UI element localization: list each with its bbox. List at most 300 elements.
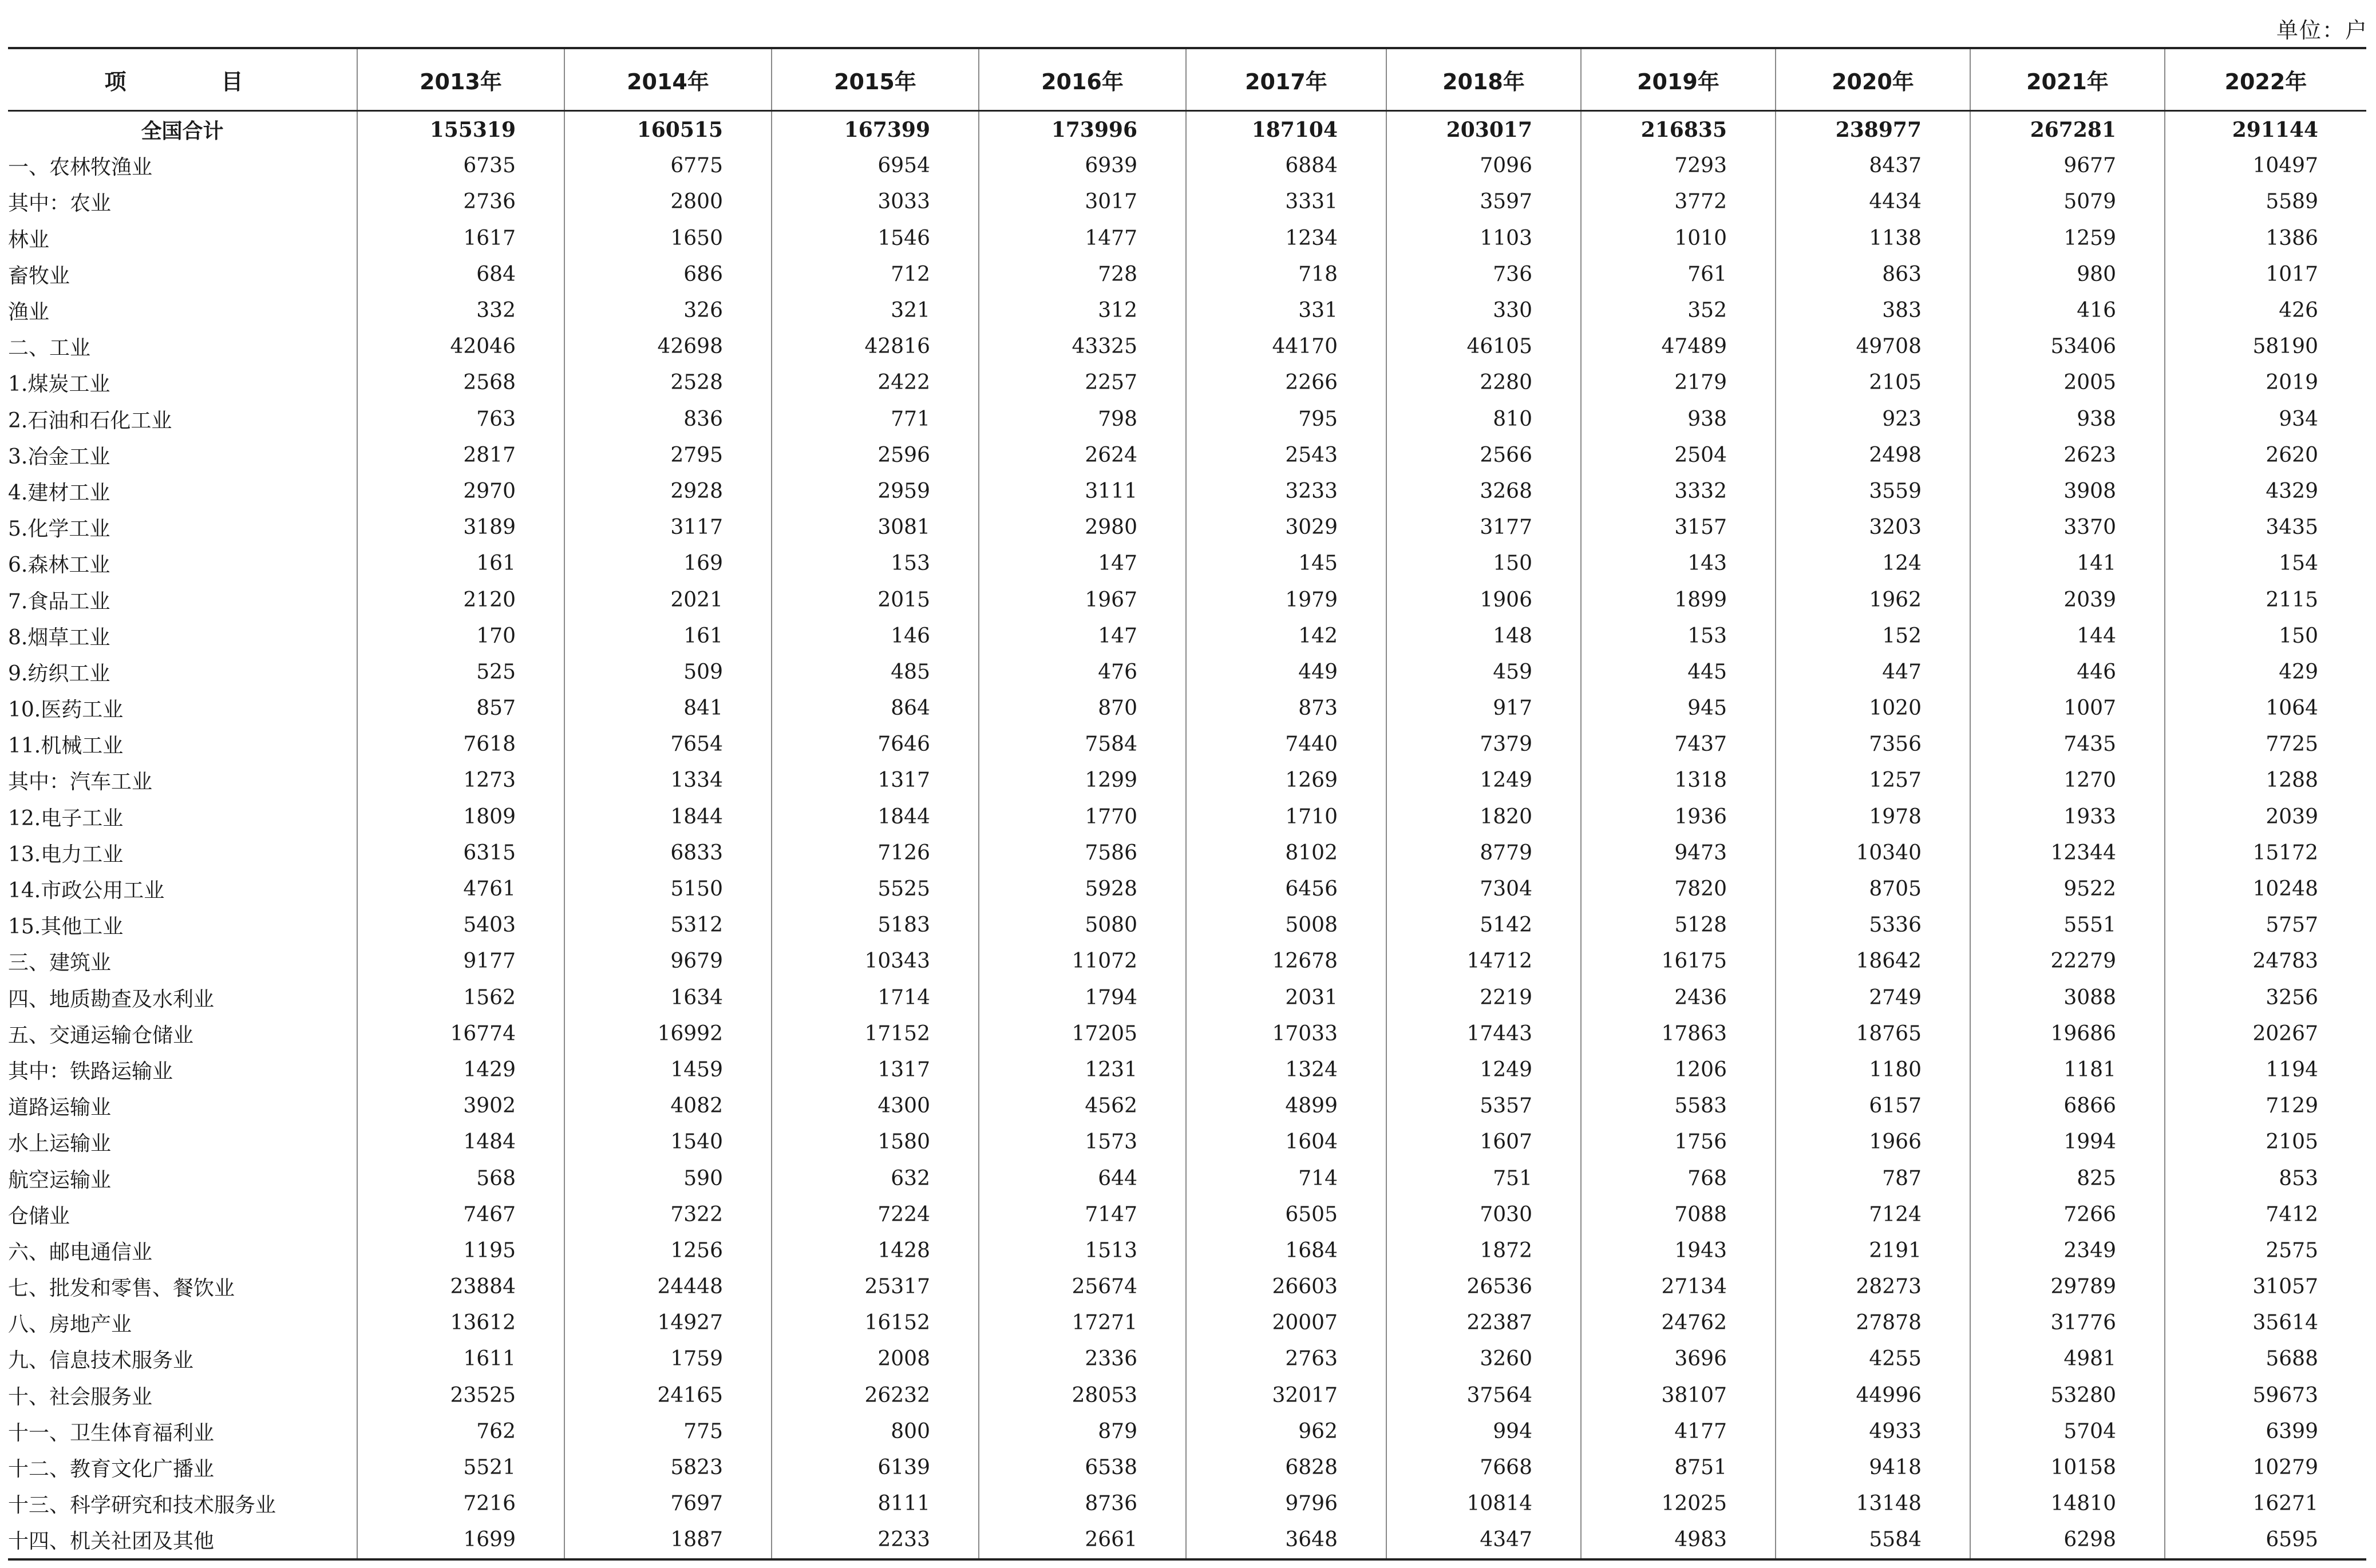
table-row bbox=[8, 907, 2366, 943]
row-label: 4.建材工业 bbox=[8, 481, 110, 505]
cell-value: 3648 bbox=[1186, 1522, 1386, 1559]
cell-value: 3203 bbox=[1776, 509, 1970, 545]
cell-value: 143 bbox=[1581, 545, 1776, 581]
row-label: 十二、教育文化广播业 bbox=[8, 1458, 215, 1482]
cell-value: 7379 bbox=[1386, 726, 1581, 762]
cell-value: 1477 bbox=[979, 220, 1186, 256]
cell-value: 7266 bbox=[1970, 1197, 2165, 1233]
table-row bbox=[8, 690, 2366, 726]
row-label: 林业 bbox=[8, 228, 50, 252]
cell-value: 147 bbox=[979, 545, 1186, 581]
cell-value: 9473 bbox=[1581, 835, 1776, 871]
cell-value: 5757 bbox=[2165, 907, 2366, 943]
cell-value: 7304 bbox=[1386, 871, 1581, 907]
cell-value: 684 bbox=[357, 256, 564, 292]
cell-value: 3256 bbox=[2165, 980, 2366, 1016]
cell-value: 1257 bbox=[1776, 762, 1970, 798]
cell-value: 2219 bbox=[1386, 980, 1581, 1016]
cell-value: 10814 bbox=[1386, 1486, 1581, 1522]
cell-value: 6298 bbox=[1970, 1522, 2165, 1559]
table-row bbox=[8, 1160, 2366, 1196]
cell-value: 7124 bbox=[1776, 1197, 1970, 1233]
cell-value: 5589 bbox=[2165, 184, 2366, 220]
cell-value: 6866 bbox=[1970, 1088, 2165, 1124]
cell-value: 459 bbox=[1386, 654, 1581, 690]
row-label: 一、农林牧渔业 bbox=[8, 156, 153, 180]
cell-value: 1181 bbox=[1970, 1052, 2165, 1088]
table-row bbox=[8, 1486, 2366, 1522]
cell-value: 2568 bbox=[357, 365, 564, 401]
cell-value: 4761 bbox=[357, 871, 564, 907]
cell-value: 7697 bbox=[564, 1486, 772, 1522]
table-row bbox=[8, 581, 2366, 617]
row-label: 二、工业 bbox=[8, 336, 91, 361]
cell-value: 5403 bbox=[357, 907, 564, 943]
cell-value: 2566 bbox=[1386, 437, 1581, 473]
table-row bbox=[8, 1124, 2366, 1160]
cell-value: 1334 bbox=[564, 762, 772, 798]
cell-value: 291144 bbox=[2165, 111, 2366, 148]
cell-value: 1634 bbox=[564, 980, 772, 1016]
cell-value: 3117 bbox=[564, 509, 772, 545]
row-label: 仓储业 bbox=[8, 1204, 70, 1228]
cell-value: 53280 bbox=[1970, 1377, 2165, 1413]
row-label: 3.冶金工业 bbox=[8, 445, 110, 469]
cell-value: 857 bbox=[357, 690, 564, 726]
cell-value: 23525 bbox=[357, 1377, 564, 1413]
header-item: 项 目 bbox=[8, 48, 357, 111]
cell-value: 5357 bbox=[1386, 1088, 1581, 1124]
cell-value: 6954 bbox=[772, 148, 979, 184]
table-row bbox=[8, 980, 2366, 1016]
cell-value: 5008 bbox=[1186, 907, 1386, 943]
cell-value: 7435 bbox=[1970, 726, 2165, 762]
cell-value: 1794 bbox=[979, 980, 1186, 1016]
table-row bbox=[8, 618, 2366, 654]
cell-value: 994 bbox=[1386, 1413, 1581, 1450]
cell-value: 2736 bbox=[357, 184, 564, 220]
table-body bbox=[8, 111, 2366, 1559]
cell-value: 5150 bbox=[564, 871, 772, 907]
cell-value: 7322 bbox=[564, 1197, 772, 1233]
cell-value: 1231 bbox=[979, 1052, 1186, 1088]
cell-value: 1459 bbox=[564, 1052, 772, 1088]
row-label: 四、地质勘查及水利业 bbox=[8, 987, 215, 1011]
cell-value: 24783 bbox=[2165, 943, 2366, 979]
cell-value: 2504 bbox=[1581, 437, 1776, 473]
cell-value: 3088 bbox=[1970, 980, 2165, 1016]
cell-value: 27878 bbox=[1776, 1305, 1970, 1341]
cell-value: 836 bbox=[564, 401, 772, 437]
cell-value: 352 bbox=[1581, 292, 1776, 328]
cell-value: 763 bbox=[357, 401, 564, 437]
row-label: 十三、科学研究和技术服务业 bbox=[8, 1494, 276, 1518]
cell-value: 768 bbox=[1581, 1160, 1776, 1196]
cell-value: 1966 bbox=[1776, 1124, 1970, 1160]
cell-value: 161 bbox=[564, 618, 772, 654]
cell-value: 5584 bbox=[1776, 1522, 1970, 1559]
cell-value: 4933 bbox=[1776, 1413, 1970, 1450]
cell-value: 1650 bbox=[564, 220, 772, 256]
cell-value: 31057 bbox=[2165, 1269, 2366, 1305]
cell-value: 2179 bbox=[1581, 365, 1776, 401]
table-row bbox=[8, 654, 2366, 690]
cell-value: 7440 bbox=[1186, 726, 1386, 762]
cell-value: 18642 bbox=[1776, 943, 1970, 979]
cell-value: 331 bbox=[1186, 292, 1386, 328]
cell-value: 1933 bbox=[1970, 799, 2165, 835]
cell-value: 25674 bbox=[979, 1269, 1186, 1305]
cell-value: 11072 bbox=[979, 943, 1186, 979]
cell-value: 187104 bbox=[1186, 111, 1386, 148]
cell-value: 1273 bbox=[357, 762, 564, 798]
cell-value: 1299 bbox=[979, 762, 1186, 798]
cell-value: 3268 bbox=[1386, 473, 1581, 509]
cell-value: 8111 bbox=[772, 1486, 979, 1522]
cell-value: 762 bbox=[357, 1413, 564, 1450]
cell-value: 2575 bbox=[2165, 1233, 2366, 1269]
cell-value: 24165 bbox=[564, 1377, 772, 1413]
cell-value: 38107 bbox=[1581, 1377, 1776, 1413]
cell-value: 3029 bbox=[1186, 509, 1386, 545]
cell-value: 873 bbox=[1186, 690, 1386, 726]
cell-value: 1269 bbox=[1186, 762, 1386, 798]
cell-value: 1611 bbox=[357, 1341, 564, 1377]
cell-value: 7412 bbox=[2165, 1197, 2366, 1233]
cell-value: 590 bbox=[564, 1160, 772, 1196]
cell-value: 962 bbox=[1186, 1413, 1386, 1450]
cell-value: 2039 bbox=[2165, 799, 2366, 835]
cell-value: 644 bbox=[979, 1160, 1186, 1196]
row-label: 14.市政公用工业 bbox=[8, 879, 165, 903]
total-row bbox=[8, 111, 2366, 148]
cell-value: 22387 bbox=[1386, 1305, 1581, 1341]
cell-value: 1756 bbox=[1581, 1124, 1776, 1160]
cell-value: 7088 bbox=[1581, 1197, 1776, 1233]
cell-value: 7584 bbox=[979, 726, 1186, 762]
cell-value: 155319 bbox=[357, 111, 564, 148]
cell-value: 1546 bbox=[772, 220, 979, 256]
row-label: 8.烟草工业 bbox=[8, 625, 110, 650]
cell-value: 870 bbox=[979, 690, 1186, 726]
cell-value: 152 bbox=[1776, 618, 1970, 654]
cell-value: 28053 bbox=[979, 1377, 1186, 1413]
cell-value: 416 bbox=[1970, 292, 2165, 328]
cell-value: 7586 bbox=[979, 835, 1186, 871]
cell-value: 3233 bbox=[1186, 473, 1386, 509]
row-label: 水上运输业 bbox=[8, 1132, 112, 1156]
cell-value: 47489 bbox=[1581, 328, 1776, 365]
cell-value: 5128 bbox=[1581, 907, 1776, 943]
cell-value: 3597 bbox=[1386, 184, 1581, 220]
cell-value: 761 bbox=[1581, 256, 1776, 292]
cell-value: 5336 bbox=[1776, 907, 1970, 943]
cell-value: 147 bbox=[979, 618, 1186, 654]
header-year: 2015年 bbox=[772, 48, 979, 111]
cell-value: 10248 bbox=[2165, 871, 2366, 907]
cell-value: 17863 bbox=[1581, 1016, 1776, 1052]
cell-value: 3331 bbox=[1186, 184, 1386, 220]
cell-value: 686 bbox=[564, 256, 772, 292]
cell-value: 2233 bbox=[772, 1522, 979, 1559]
cell-value: 150 bbox=[1386, 545, 1581, 581]
cell-value: 712 bbox=[772, 256, 979, 292]
header-year: 2013年 bbox=[357, 48, 564, 111]
header-year: 2016年 bbox=[979, 48, 1186, 111]
header-year: 2019年 bbox=[1581, 48, 1776, 111]
cell-value: 1317 bbox=[772, 762, 979, 798]
cell-value: 2021 bbox=[564, 581, 772, 617]
cell-value: 2624 bbox=[979, 437, 1186, 473]
row-label: 其中：农业 bbox=[8, 192, 112, 216]
cell-value: 35614 bbox=[2165, 1305, 2366, 1341]
cell-value: 18765 bbox=[1776, 1016, 1970, 1052]
cell-value: 2336 bbox=[979, 1341, 1186, 1377]
cell-value: 16992 bbox=[564, 1016, 772, 1052]
cell-value: 10158 bbox=[1970, 1450, 2165, 1486]
table-row bbox=[8, 1016, 2366, 1052]
row-label: 道路运输业 bbox=[8, 1096, 112, 1120]
cell-value: 7293 bbox=[1581, 148, 1776, 184]
cell-value: 1617 bbox=[357, 220, 564, 256]
cell-value: 4562 bbox=[979, 1088, 1186, 1124]
cell-value: 718 bbox=[1186, 256, 1386, 292]
cell-value: 26232 bbox=[772, 1377, 979, 1413]
cell-value: 863 bbox=[1776, 256, 1970, 292]
cell-value: 3189 bbox=[357, 509, 564, 545]
cell-value: 1249 bbox=[1386, 1052, 1581, 1088]
cell-value: 17033 bbox=[1186, 1016, 1386, 1052]
cell-value: 1994 bbox=[1970, 1124, 2165, 1160]
cell-value: 1967 bbox=[979, 581, 1186, 617]
cell-value: 203017 bbox=[1386, 111, 1581, 148]
cell-value: 2980 bbox=[979, 509, 1186, 545]
cell-value: 14810 bbox=[1970, 1486, 2165, 1522]
cell-value: 28273 bbox=[1776, 1269, 1970, 1305]
cell-value: 24448 bbox=[564, 1269, 772, 1305]
cell-value: 6775 bbox=[564, 148, 772, 184]
cell-value: 3908 bbox=[1970, 473, 2165, 509]
table-row bbox=[8, 1341, 2366, 1377]
row-label: 2.石油和石化工业 bbox=[8, 409, 172, 433]
table-row bbox=[8, 545, 2366, 581]
cell-value: 8736 bbox=[979, 1486, 1186, 1522]
cell-value: 4082 bbox=[564, 1088, 772, 1124]
cell-value: 4981 bbox=[1970, 1341, 2165, 1377]
cell-value: 46105 bbox=[1386, 328, 1581, 365]
header-year: 2020年 bbox=[1776, 48, 1970, 111]
row-label: 6.森林工业 bbox=[8, 553, 110, 577]
cell-value: 5079 bbox=[1970, 184, 2165, 220]
table-row bbox=[8, 1377, 2366, 1413]
cell-value: 10340 bbox=[1776, 835, 1970, 871]
row-label: 1.煤炭工业 bbox=[8, 373, 110, 397]
cell-value: 6884 bbox=[1186, 148, 1386, 184]
cell-value: 26603 bbox=[1186, 1269, 1386, 1305]
row-label: 八、房地产业 bbox=[8, 1313, 132, 1337]
cell-value: 1195 bbox=[357, 1233, 564, 1269]
cell-value: 1138 bbox=[1776, 220, 1970, 256]
cell-value: 1010 bbox=[1581, 220, 1776, 256]
cell-value: 2280 bbox=[1386, 365, 1581, 401]
cell-value: 1844 bbox=[772, 799, 979, 835]
cell-value: 938 bbox=[1970, 401, 2165, 437]
cell-value: 10279 bbox=[2165, 1450, 2366, 1486]
table-row bbox=[8, 509, 2366, 545]
cell-value: 4300 bbox=[772, 1088, 979, 1124]
cell-value: 4255 bbox=[1776, 1341, 1970, 1377]
cell-value: 4177 bbox=[1581, 1413, 1776, 1450]
cell-value: 2596 bbox=[772, 437, 979, 473]
cell-value: 917 bbox=[1386, 690, 1581, 726]
cell-value: 1607 bbox=[1386, 1124, 1581, 1160]
header-year: 2022年 bbox=[2165, 48, 2366, 111]
cell-value: 2543 bbox=[1186, 437, 1386, 473]
cell-value: 2120 bbox=[357, 581, 564, 617]
row-label: 10.医药工业 bbox=[8, 698, 124, 722]
cell-value: 58190 bbox=[2165, 328, 2366, 365]
cell-value: 6315 bbox=[357, 835, 564, 871]
cell-value: 714 bbox=[1186, 1160, 1386, 1196]
cell-value: 1684 bbox=[1186, 1233, 1386, 1269]
cell-value: 25317 bbox=[772, 1269, 979, 1305]
cell-value: 6595 bbox=[2165, 1522, 2366, 1559]
cell-value: 37564 bbox=[1386, 1377, 1581, 1413]
row-label: 13.电力工业 bbox=[8, 842, 124, 866]
cell-value: 167399 bbox=[772, 111, 979, 148]
cell-value: 6399 bbox=[2165, 1413, 2366, 1450]
cell-value: 6157 bbox=[1776, 1088, 1970, 1124]
cell-value: 10497 bbox=[2165, 148, 2366, 184]
cell-value: 7646 bbox=[772, 726, 979, 762]
row-label: 其中：铁路运输业 bbox=[8, 1059, 173, 1083]
cell-value: 447 bbox=[1776, 654, 1970, 690]
cell-value: 7437 bbox=[1581, 726, 1776, 762]
cell-value: 5142 bbox=[1386, 907, 1581, 943]
cell-value: 1206 bbox=[1581, 1052, 1776, 1088]
cell-value: 3177 bbox=[1386, 509, 1581, 545]
cell-value: 2257 bbox=[979, 365, 1186, 401]
row-label: 七、批发和零售、餐饮业 bbox=[8, 1277, 235, 1301]
cell-value: 170 bbox=[357, 618, 564, 654]
cell-value: 4434 bbox=[1776, 184, 1970, 220]
cell-value: 934 bbox=[2165, 401, 2366, 437]
cell-value: 7126 bbox=[772, 835, 979, 871]
cell-value: 20267 bbox=[2165, 1016, 2366, 1052]
cell-value: 736 bbox=[1386, 256, 1581, 292]
table-row bbox=[8, 1233, 2366, 1269]
row-label: 5.化学工业 bbox=[8, 517, 110, 541]
cell-value: 7096 bbox=[1386, 148, 1581, 184]
cell-value: 9522 bbox=[1970, 871, 2165, 907]
table-row bbox=[8, 148, 2366, 184]
cell-value: 1513 bbox=[979, 1233, 1186, 1269]
cell-value: 841 bbox=[564, 690, 772, 726]
cell-value: 321 bbox=[772, 292, 979, 328]
row-label: 全国合计 bbox=[141, 119, 224, 144]
cell-value: 938 bbox=[1581, 401, 1776, 437]
cell-value: 3033 bbox=[772, 184, 979, 220]
statistics-table bbox=[8, 47, 2366, 1561]
cell-value: 4329 bbox=[2165, 473, 2366, 509]
cell-value: 3111 bbox=[979, 473, 1186, 509]
cell-value: 1604 bbox=[1186, 1124, 1386, 1160]
cell-value: 44170 bbox=[1186, 328, 1386, 365]
cell-value: 7467 bbox=[357, 1197, 564, 1233]
cell-value: 326 bbox=[564, 292, 772, 328]
cell-value: 787 bbox=[1776, 1160, 1970, 1196]
table-row bbox=[8, 799, 2366, 835]
cell-value: 1288 bbox=[2165, 762, 2366, 798]
cell-value: 2115 bbox=[2165, 581, 2366, 617]
cell-value: 44996 bbox=[1776, 1377, 1970, 1413]
cell-value: 1429 bbox=[357, 1052, 564, 1088]
cell-value: 124 bbox=[1776, 545, 1970, 581]
cell-value: 476 bbox=[979, 654, 1186, 690]
cell-value: 42046 bbox=[357, 328, 564, 365]
cell-value: 2019 bbox=[2165, 365, 2366, 401]
cell-value: 312 bbox=[979, 292, 1186, 328]
table-row bbox=[8, 365, 2366, 401]
cell-value: 238977 bbox=[1776, 111, 1970, 148]
cell-value: 17443 bbox=[1386, 1016, 1581, 1052]
cell-value: 32017 bbox=[1186, 1377, 1386, 1413]
cell-value: 2959 bbox=[772, 473, 979, 509]
cell-value: 153 bbox=[772, 545, 979, 581]
cell-value: 9796 bbox=[1186, 1486, 1386, 1522]
cell-value: 2795 bbox=[564, 437, 772, 473]
cell-value: 1194 bbox=[2165, 1052, 2366, 1088]
cell-value: 42698 bbox=[564, 328, 772, 365]
table-row bbox=[8, 292, 2366, 328]
cell-value: 1962 bbox=[1776, 581, 1970, 617]
cell-value: 9177 bbox=[357, 943, 564, 979]
cell-value: 4983 bbox=[1581, 1522, 1776, 1559]
table-row bbox=[8, 256, 2366, 292]
cell-value: 15172 bbox=[2165, 835, 2366, 871]
cell-value: 509 bbox=[564, 654, 772, 690]
cell-value: 3081 bbox=[772, 509, 979, 545]
table-row bbox=[8, 328, 2366, 365]
cell-value: 16175 bbox=[1581, 943, 1776, 979]
cell-value: 1699 bbox=[357, 1522, 564, 1559]
cell-value: 7725 bbox=[2165, 726, 2366, 762]
cell-value: 42816 bbox=[772, 328, 979, 365]
cell-value: 7224 bbox=[772, 1197, 979, 1233]
row-label: 十、社会服务业 bbox=[8, 1385, 153, 1409]
unit-label: 单位：户 bbox=[2276, 18, 2368, 43]
header-year: 2021年 bbox=[1970, 48, 2165, 111]
cell-value: 1259 bbox=[1970, 220, 2165, 256]
cell-value: 24762 bbox=[1581, 1305, 1776, 1341]
cell-value: 1573 bbox=[979, 1124, 1186, 1160]
cell-value: 7618 bbox=[357, 726, 564, 762]
table-row bbox=[8, 1413, 2366, 1450]
cell-value: 446 bbox=[1970, 654, 2165, 690]
cell-value: 568 bbox=[357, 1160, 564, 1196]
cell-value: 1317 bbox=[772, 1052, 979, 1088]
cell-value: 2105 bbox=[1776, 365, 1970, 401]
cell-value: 2763 bbox=[1186, 1341, 1386, 1377]
cell-value: 1540 bbox=[564, 1124, 772, 1160]
cell-value: 5521 bbox=[357, 1450, 564, 1486]
cell-value: 1180 bbox=[1776, 1052, 1970, 1088]
cell-value: 3772 bbox=[1581, 184, 1776, 220]
cell-value: 2349 bbox=[1970, 1233, 2165, 1269]
cell-value: 1943 bbox=[1581, 1233, 1776, 1269]
table-row bbox=[8, 1305, 2366, 1341]
cell-value: 1064 bbox=[2165, 690, 2366, 726]
